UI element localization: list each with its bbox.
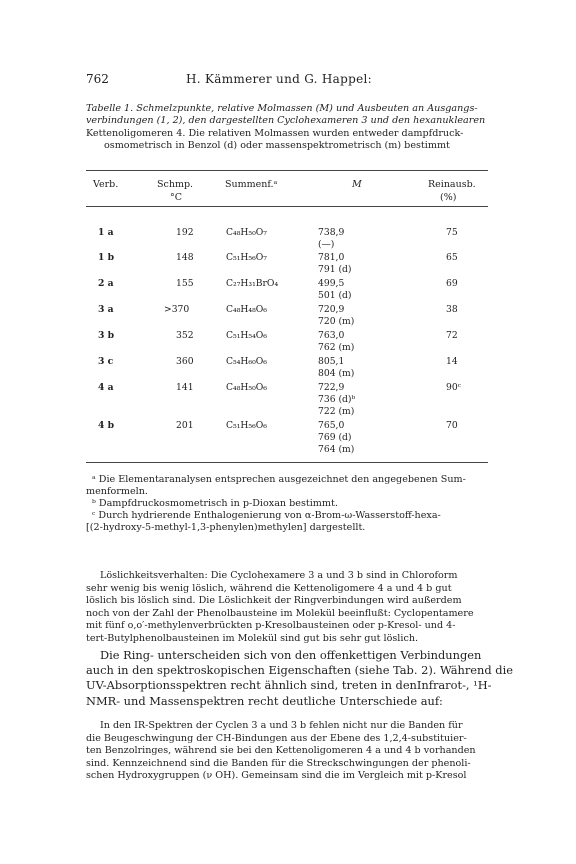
text-line: auch in den spektroskopischen Eigenschaften (siehe Tab. 2). Während die bbox=[86, 663, 513, 678]
cell-yield: 70 bbox=[446, 420, 458, 431]
cell-verb: 3 c bbox=[98, 356, 114, 367]
cell-mass: 501 (d) bbox=[318, 290, 352, 301]
running-head: H. Kämmerer und G. Happel: bbox=[186, 72, 372, 86]
table-caption bbox=[86, 103, 490, 152]
cell-mass: 781,0 bbox=[318, 252, 345, 263]
cell-verb: 1 b bbox=[98, 252, 115, 263]
cell-verb: 1 a bbox=[98, 227, 114, 238]
cell-mass: 762 (m) bbox=[318, 342, 355, 353]
cell-mass: 720 (m) bbox=[318, 316, 355, 327]
text-line: In den IR-Spektren der Cyclen 3 a und 3 b fehlen nicht nur die Banden für bbox=[100, 720, 463, 731]
cell-schmp: 148 bbox=[176, 252, 194, 263]
cell-verb: 4 a bbox=[98, 382, 114, 393]
text-line: Löslichkeitsverhalten: Die Cyclohexamere 3 a und 3 b sind in Chloroform bbox=[100, 570, 458, 581]
text-line: NMR- und Massenspektren recht deutliche Unterschiede auf: bbox=[86, 693, 443, 708]
header-yield-unit: (%) bbox=[440, 192, 457, 203]
footnote-line: menformeln. bbox=[86, 486, 148, 497]
header-verb: Verb. bbox=[93, 179, 119, 190]
table-bottom-rule bbox=[86, 462, 488, 463]
cell-schmp: 352 bbox=[176, 330, 194, 341]
text-line: schen Hydroxygruppen (ν OH). Gemeinsam sind die im Vergleich mit p-Kresol bbox=[86, 770, 467, 782]
cell-formula: C₂₇H₃₁BrO₄ bbox=[226, 278, 279, 289]
cell-schmp: >370 bbox=[164, 304, 190, 315]
cell-yield: 90ᶜ bbox=[446, 382, 461, 393]
cell-verb: 4 b bbox=[98, 420, 115, 431]
table-top-rule bbox=[86, 170, 488, 171]
cell-formula: C₄₈H₅₀O₆ bbox=[226, 382, 267, 393]
cell-mass: 722,9 bbox=[318, 382, 345, 393]
cell-formula: C₄₈H₅₀O₇ bbox=[226, 227, 267, 238]
cell-mass: 720,9 bbox=[318, 304, 345, 315]
text-line: tert-Butylphenolbausteinen im Molekül sind gut bis sehr gut löslich. bbox=[86, 632, 419, 644]
paragraph-ir-spectra bbox=[86, 720, 490, 783]
cell-schmp: 141 bbox=[176, 382, 194, 393]
cell-mass: 736 (d)ᵇ bbox=[318, 394, 356, 405]
cell-verb: 3 b bbox=[98, 330, 115, 341]
page-number: 762 bbox=[86, 72, 109, 86]
text-line: ten Benzolringes, während sie bei den Kettenoligomeren 4 a und 4 b vorhanden bbox=[86, 745, 476, 757]
caption-line: osmometrisch in Benzol (d) oder massenspektrometrisch (m) bestimmt bbox=[104, 139, 450, 151]
cell-mass: 763,0 bbox=[318, 330, 345, 341]
footnote-line: ᶜ Durch hydrierende Enthalogenierung von α-Brom-ω-Wasserstoff-hexa- bbox=[92, 510, 441, 521]
header-yield: Reinausb. bbox=[428, 179, 476, 190]
text-line: noch von der Zahl der Phenolbausteine im Molekül beeinflußt: Cyclopentamere bbox=[86, 607, 474, 619]
cell-schmp: 192 bbox=[176, 227, 194, 238]
text-line: Die Ring- unterscheiden sich von den offenkettigen Verbindungen bbox=[100, 648, 482, 662]
cell-mass: 738,9 bbox=[318, 227, 345, 238]
footnote-line: ᵃ Die Elementaranalysen entsprechen ausgezeichnet den angegebenen Sum- bbox=[92, 474, 466, 485]
header-schmp-unit: °C bbox=[170, 192, 183, 203]
table-header-rule bbox=[86, 206, 488, 207]
cell-schmp: 201 bbox=[176, 420, 194, 431]
cell-formula: C₄₈H₄₈O₆ bbox=[226, 304, 267, 315]
header-formula: Summenf.ᵃ bbox=[225, 179, 278, 190]
text-line: sehr wenig bis wenig löslich, während die Kettenoligomere 4 a und 4 b gut bbox=[86, 582, 452, 594]
text-line: mit fünf o,o′-methylenverbrückten p-Kresolbausteinen oder p-Kresol- und 4- bbox=[86, 620, 456, 632]
table-footnotes bbox=[86, 474, 490, 534]
header-schmp: Schmp. bbox=[157, 179, 194, 190]
footnote-line: ᵇ Dampfdruckosmometrisch in p-Dioxan bestimmt. bbox=[92, 498, 338, 509]
cell-yield: 69 bbox=[446, 278, 458, 289]
cell-mass: 765,0 bbox=[318, 420, 345, 431]
cell-verb: 2 a bbox=[98, 278, 114, 289]
cell-formula: C₅₁H₅₆O₇ bbox=[226, 252, 267, 263]
text-line: UV-Absorptionsspektren recht ähnlich sind, treten in denInfrarot-, ¹H- bbox=[86, 678, 492, 693]
cell-formula: C₅₁H₅₆O₆ bbox=[226, 420, 267, 431]
caption-line: Tabelle 1. Schmelzpunkte, relative Molmassen (M) und Ausbeuten an Ausgangs- bbox=[86, 103, 478, 114]
cell-mass: 805,1 bbox=[318, 356, 345, 367]
cell-yield: 75 bbox=[446, 227, 458, 238]
cell-mass: 764 (m) bbox=[318, 444, 355, 455]
text-line: löslich bis löslich sind. Die Löslichkeit der Ringverbindungen wird außerdem bbox=[86, 595, 462, 607]
cell-mass: (—) bbox=[318, 239, 335, 250]
cell-formula: C₅₄H₆₀O₆ bbox=[226, 356, 267, 367]
cell-mass: 804 (m) bbox=[318, 368, 355, 379]
caption-line: verbindungen (1, 2), den dargestellten Cyclohexameren 3 und den hexanuklearen bbox=[86, 115, 486, 127]
cell-mass: 499,5 bbox=[318, 278, 345, 289]
text-line: sind. Kennzeichnend sind die Banden für die Streckschwingungen der phenoli- bbox=[86, 757, 471, 769]
paragraph-spectroscopy bbox=[86, 648, 513, 709]
cell-yield: 14 bbox=[446, 356, 458, 367]
cell-yield: 65 bbox=[446, 252, 458, 263]
text-line: die Beugeschwingung der CH-Bindungen aus der Ebene des 1,2,4-substituier- bbox=[86, 732, 467, 744]
cell-mass: 722 (m) bbox=[318, 406, 355, 417]
cell-schmp: 155 bbox=[176, 278, 194, 289]
cell-mass: 791 (d) bbox=[318, 264, 352, 275]
cell-formula: C₅₁H₅₄O₆ bbox=[226, 330, 267, 341]
cell-verb: 3 a bbox=[98, 304, 114, 315]
caption-line: Kettenoligomeren 4. Die relativen Molmassen wurden entweder dampfdruck- bbox=[86, 127, 464, 139]
cell-yield: 38 bbox=[446, 304, 458, 315]
header-mass: M bbox=[352, 179, 362, 190]
cell-schmp: 360 bbox=[176, 356, 194, 367]
footnote-line: [(2-hydroxy-5-methyl-1,3-phenylen)methylen] dargestellt. bbox=[86, 522, 366, 533]
cell-mass: 769 (d) bbox=[318, 432, 352, 443]
paragraph-solubility bbox=[86, 570, 490, 646]
cell-yield: 72 bbox=[446, 330, 458, 341]
